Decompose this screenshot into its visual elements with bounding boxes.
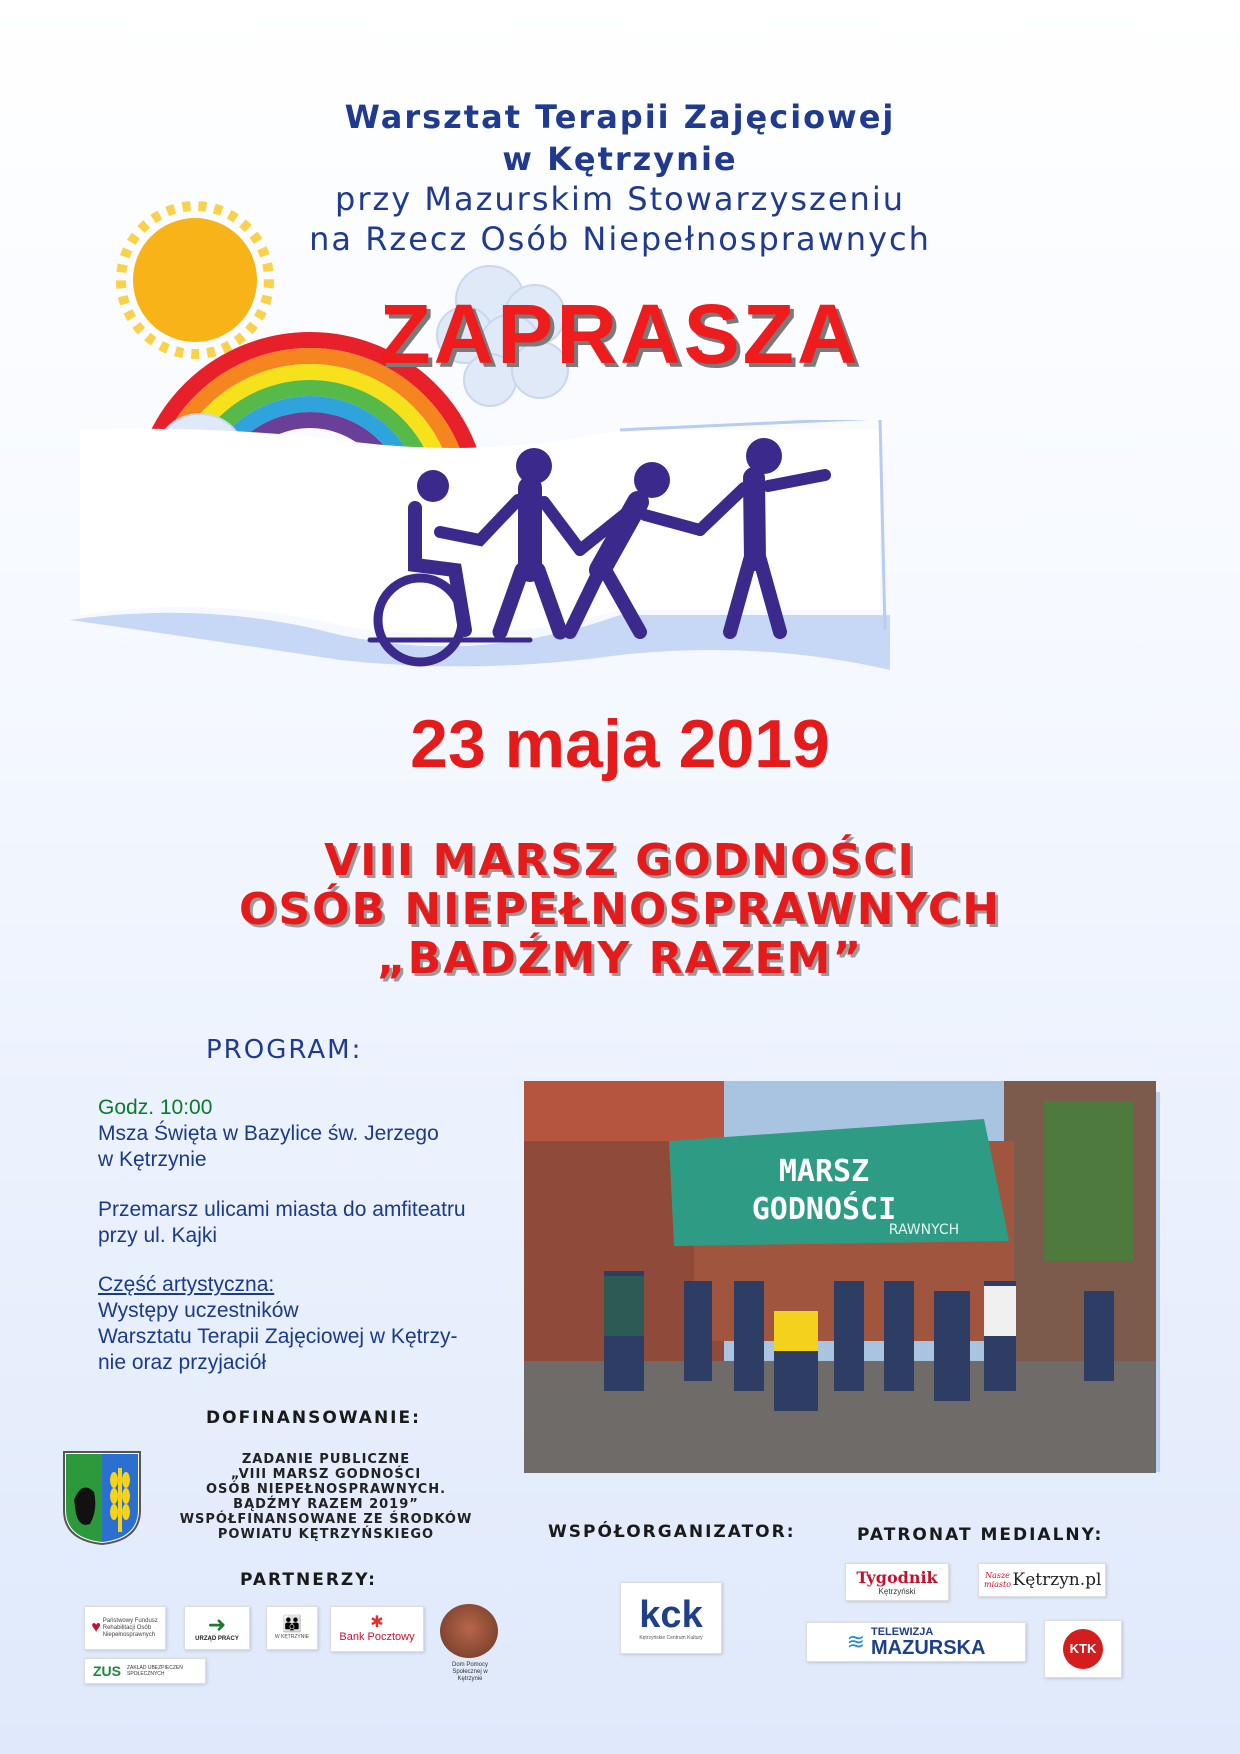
banner-text-line2: GODNOŚCI bbox=[751, 1192, 897, 1227]
program-time: Godz. 10:00 bbox=[98, 1096, 213, 1119]
funding-text-line6: POWIATU KĘTRZYŃSKIEGO bbox=[217, 1527, 435, 1542]
kck-logo: kck Kętrzyńskie Centrum Kultury bbox=[620, 1582, 722, 1654]
urzad-pracy-logo: ➜ URZĄD PRACY bbox=[184, 1606, 250, 1650]
program-march-line1: Przemarsz ulicami miasta do amfiteatru bbox=[98, 1198, 466, 1221]
program-mass-line1: Msza Święta w Bazylice św. Jerzego bbox=[98, 1122, 439, 1145]
event-title-line2: OSÓB NIEPEŁNOSPRAWNYCH bbox=[238, 884, 1002, 935]
funding-text-line5: WSPÓŁFINANSOWANE ZE ŚRODKÓW bbox=[179, 1512, 473, 1527]
ketrzyn-association-logo: 👪 W KĘTRZYNIE bbox=[266, 1606, 318, 1650]
heart-icon: ♥ bbox=[91, 1619, 101, 1636]
zus-logo: ZUS ZAKŁAD UBEZPIECZEŃ SPOŁECZNYCH bbox=[84, 1658, 206, 1684]
media-heading: PATRONAT MEDIALNY: bbox=[857, 1525, 1104, 1545]
banner-text-small: RAWNYCH bbox=[888, 1222, 960, 1238]
dps-building-icon bbox=[440, 1604, 498, 1658]
powiat-coat-of-arms-icon bbox=[62, 1450, 142, 1546]
march-photo bbox=[524, 1081, 1156, 1473]
coorganizer-heading: WSPÓŁORGANIZATOR: bbox=[548, 1522, 796, 1542]
telewizja-mazurska-logo: ≋ TELEWIZJA MAZURSKA bbox=[806, 1622, 1026, 1662]
arrow-right-icon: ➜ bbox=[207, 1612, 227, 1637]
organizer-association-line2: na Rzecz Osób Niepełnosprawnych bbox=[309, 220, 931, 258]
dps-logo: Dom Pomocy Społecznej w Kętrzynie bbox=[440, 1604, 500, 1694]
program-art-line2: Warsztatu Terapii Zajęciowej w Kętrzy- bbox=[98, 1325, 458, 1348]
tygodnik-ketrzynski-logo: Tygodnik Kętrzyński bbox=[845, 1563, 949, 1601]
nasze-miasto-ketrzyn-logo: Nasze miasto Kętrzyn.pl bbox=[978, 1563, 1106, 1597]
funding-text-line1: ZADANIE PUBLICZNE bbox=[241, 1452, 411, 1467]
funding-text-line2: „VIII MARSZ GODNOŚCI bbox=[230, 1467, 422, 1482]
funding-text-line3: OSÓB NIEPEŁNOSPRAWNYCH. bbox=[205, 1482, 447, 1497]
program-heading: PROGRAM: bbox=[206, 1035, 363, 1065]
program-march-line2: przy ul. Kajki bbox=[98, 1224, 218, 1247]
event-title-line1: VIII MARSZ GODNOŚCI bbox=[324, 835, 916, 886]
banner-text-line1: MARSZ bbox=[778, 1154, 870, 1189]
bank-star-icon: ✱ bbox=[370, 1614, 384, 1631]
organizer-association-line1: przy Mazurskim Stowarzyszeniu bbox=[335, 180, 905, 218]
program-art-line3: nie oraz przyjaciół bbox=[98, 1351, 267, 1374]
people-icon: 👪 bbox=[282, 1616, 302, 1633]
funding-heading: DOFINANSOWANIE: bbox=[206, 1408, 421, 1428]
funding-text-line4: BĄDŹMY RAZEM 2019” bbox=[233, 1497, 419, 1512]
event-title-line3: „BADŹMY RAZEM” bbox=[376, 933, 864, 984]
program-mass-line2: w Kętrzynie bbox=[98, 1148, 207, 1171]
organizer-city: w Kętrzynie bbox=[502, 140, 738, 178]
program-art-heading: Część artystyczna: bbox=[98, 1273, 275, 1296]
invite-heading: ZAPRASZA bbox=[379, 287, 861, 381]
ktk-logo: KTK bbox=[1044, 1620, 1122, 1678]
partners-heading: PARTNERZY: bbox=[240, 1570, 377, 1590]
waves-icon: ≋ bbox=[846, 1629, 865, 1654]
figures-illustration bbox=[60, 420, 910, 680]
pfron-logo: ♥ Państwowy Fundusz Rehabilitacji Osób Niepełnosprawnych bbox=[84, 1606, 166, 1650]
organizer-name: Warsztat Terapii Zajęciowej bbox=[344, 98, 896, 136]
event-date: 23 maja 2019 bbox=[410, 706, 830, 782]
program-art-line1: Występy uczestników bbox=[98, 1299, 299, 1322]
bank-pocztowy-logo: ✱ Bank Pocztowy bbox=[330, 1606, 424, 1652]
